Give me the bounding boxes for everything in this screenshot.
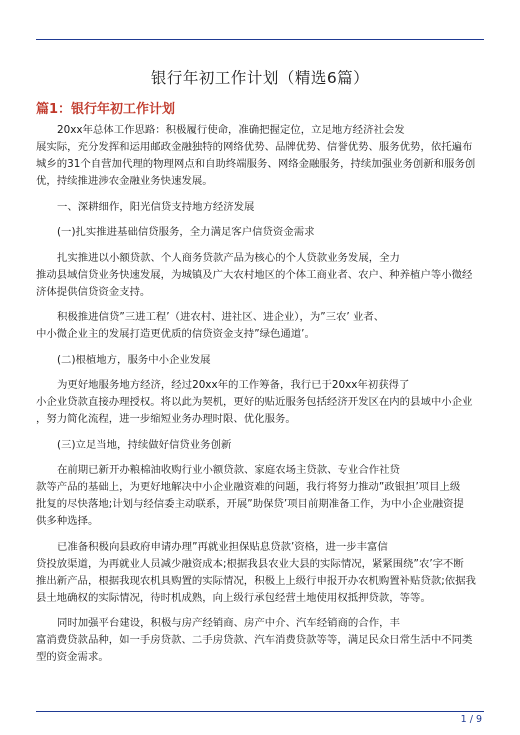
paragraph-line: ，努力简化流程，进一步缩短业务办理时限、优化服务。 — [36, 413, 296, 425]
section-heading: 篇1：银行年初工作计划 — [36, 102, 176, 117]
paragraph-line: 小企业贷款直接办理授权。将以此为契机，更好的贴近服务包括经济开发区在内的县域中小企业 — [36, 396, 473, 408]
paragraph-line: 一、深耕细作，阳光信贷支持地方经济发展 — [57, 200, 255, 213]
paragraph-line: 城乡的31个自营加代理的物理网点和自助终端服务、网络金融服务，持续加强业务创新和服务创 — [36, 158, 476, 170]
paragraph — [36, 250, 484, 301]
paragraph-line: (一)扎实推进基础信贷服务，全力满足客户信贷资金需求 — [57, 226, 315, 238]
paragraph-line: 积极推进信贷”三进工程’（进农村、进社区、进企业），为”三农’ 业者、 — [57, 311, 385, 323]
document-title: 银行年初工作计划（精选6篇） — [150, 69, 370, 87]
paragraph-line: 型的资金需求。 — [36, 651, 109, 663]
paragraph-line: 为更好地服务地方经济，经过20xx年的工作筹备，我行已于20xx年初获得了 — [57, 379, 410, 391]
paragraph — [36, 309, 484, 343]
paragraph — [36, 377, 484, 428]
paragraph — [36, 615, 484, 666]
paragraph-line: 中小微企业主的发展打造更优质的信贷资金支持”绿色通道’。 — [36, 328, 315, 340]
paragraph-line: 优，持续推进涉农金融业务快速发展。 — [36, 175, 213, 187]
paragraph — [36, 437, 484, 454]
paragraph-line: 扎实推进以小额贷款、个人商务贷款产品为核心的个人贷款业务发展，全力 — [57, 251, 400, 264]
paragraph-line: (三)立足当地，持续做好信贷业务创新 — [57, 438, 232, 451]
paragraph-line: 在前期已新开办粮棉油收购行业小额贷款、家庭农场主贷款、专业合作社贷 — [57, 464, 400, 476]
paragraph-line: 济体提供信贷资金支持。 — [36, 285, 151, 298]
document-body — [36, 122, 484, 675]
paragraph-line: (二)根植地方，服务中小企业发展 — [57, 353, 211, 366]
paragraph — [36, 462, 484, 530]
paragraph-line: 批复的尽快落地;计划与经信委主动联系，开展”助保贷’项目前期准备工作，为中小企业融资提 — [36, 498, 464, 510]
paragraph-line: 已准备积极向县政府申请办理”再就业担保贴息贷款’资格，进一步丰富信 — [57, 540, 388, 553]
paragraph — [36, 122, 484, 190]
page-indicator: 1 / 9 — [460, 714, 482, 725]
paragraph-line: 推出新产品，根据我现农机具购置的实际情况，积极上上级行申报开办农机购置补贴贷款;依据我 — [36, 574, 476, 587]
paragraph-line: 展实际，充分发挥和运用邮政金融独特的网络优势、品牌优势、信誉优势、服务优势，依托遍布 — [36, 141, 473, 153]
paragraph — [36, 224, 484, 241]
paragraph-line: 县土地确权的实际情况，待时机成熟，向上级行承包经营土地使用权抵押贷款，等等。 — [36, 591, 431, 604]
paragraph-line: 20xx年总体工作思路：积极履行使命，准确把握定位，立足地方经济社会发 — [57, 124, 405, 136]
header-rule — [36, 39, 484, 40]
paragraph-line: 同时加强平台建设，积极与房产经销商、房产中介、汽车经销商的合作，丰 — [57, 617, 400, 629]
paragraph-line: 款等产品的基础上，为更好地解决中小企业融资难的问题，我行将努力推动”政银担’项目上级 — [36, 481, 461, 493]
paragraph-line: 推动县域信贷业务快速发展，为城镇及广大农村地区的个体工商业者、农户、种养植户等小微经 — [36, 268, 473, 281]
paragraph-line: 供多种选择。 — [36, 515, 99, 527]
paragraph-line: 富消费贷款品种，如一手房贷款、二手房贷款、汽车消费贷款等等，满足民众日常生活中不同类 — [36, 634, 473, 646]
paragraph-line: 贷投放渠道，为再就业人员减少融资成本;根据我县农业大县的实际情况，紧紧围绕”农’字不断 — [36, 557, 464, 570]
paragraph — [36, 199, 484, 216]
footer-rule — [36, 711, 484, 712]
paragraph — [36, 352, 484, 369]
paragraph — [36, 539, 484, 607]
